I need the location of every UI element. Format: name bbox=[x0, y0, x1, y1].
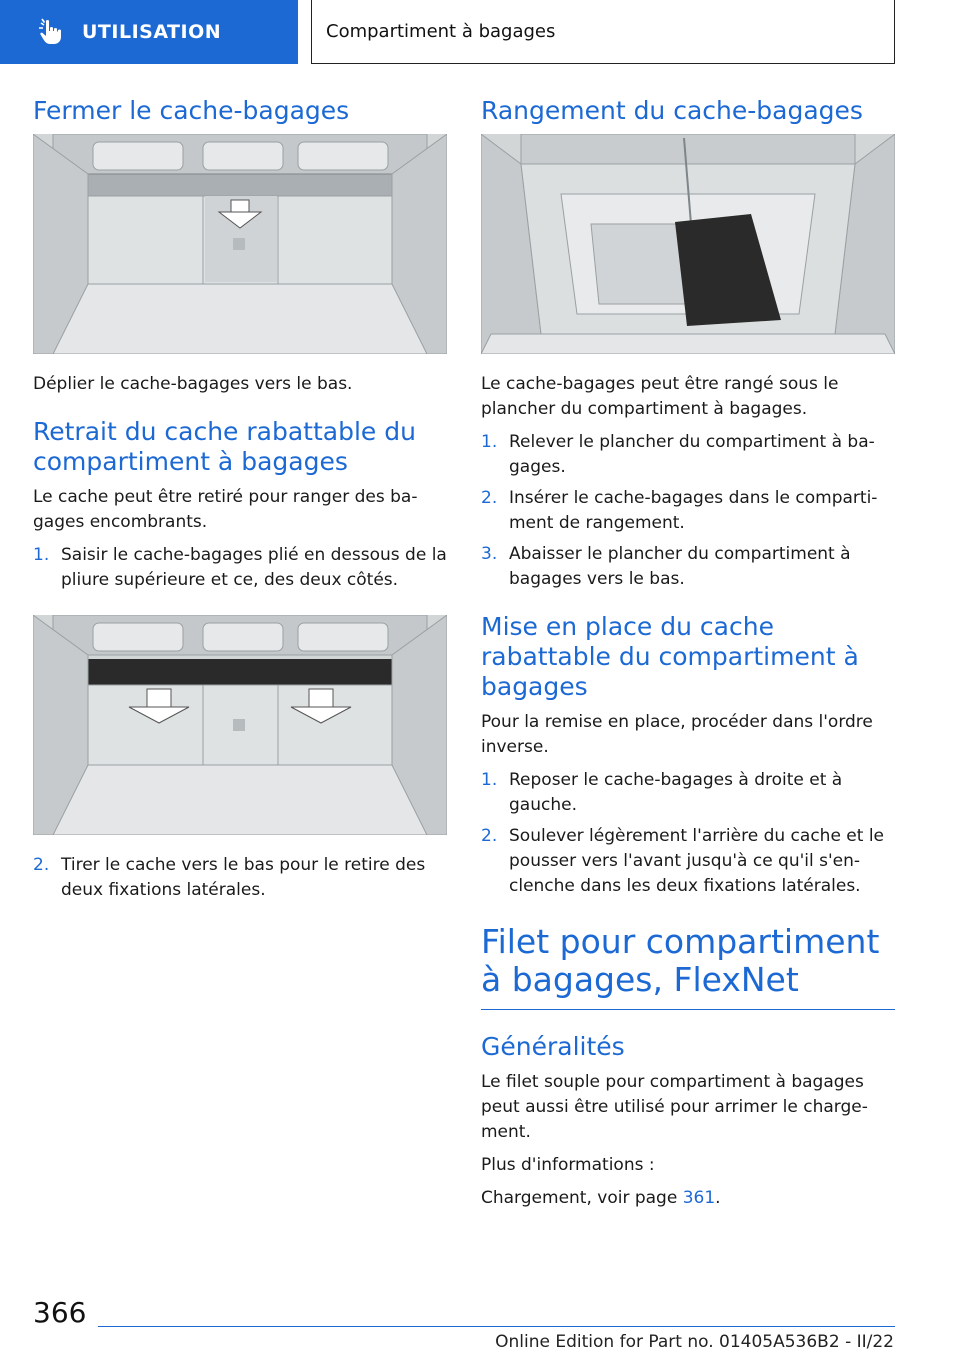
paragraph-close-cover: Déplier le cache-bagages vers le bas. bbox=[33, 374, 353, 394]
step-number: 1. bbox=[481, 432, 498, 452]
step-text: Saisir le cache-bagages plié en dessous de la pliure supérieure et ce, des deux côtés. bbox=[61, 545, 447, 590]
step-number: 2. bbox=[481, 488, 498, 508]
list-item bbox=[481, 486, 895, 536]
left-column bbox=[33, 96, 447, 911]
install-steps bbox=[481, 768, 895, 899]
list-item bbox=[33, 543, 447, 593]
list-item bbox=[481, 768, 895, 818]
list-item bbox=[481, 542, 895, 592]
paragraph-storage: Le cache-bagages peut être rangé sous le plancher du compartiment à bagages. bbox=[481, 374, 839, 419]
figure-cover-storage bbox=[481, 134, 895, 354]
breadcrumb bbox=[311, 0, 895, 64]
remove-steps-continued bbox=[33, 853, 447, 903]
storage-steps bbox=[481, 430, 895, 592]
step-text: Tirer le cache vers le bas pour le retire des deux fixations latérales. bbox=[61, 855, 426, 900]
list-item bbox=[481, 824, 895, 899]
paragraph-reference bbox=[481, 1186, 895, 1211]
heading-install: Mise en place du cache rabattable du compartiment à bagages bbox=[481, 612, 859, 701]
hand-pointer-icon bbox=[36, 17, 66, 47]
step-text: Relever le plancher du compartiment à ba-gages. bbox=[509, 432, 875, 477]
paragraph-more-info: Plus d'informations : bbox=[481, 1155, 655, 1175]
reference-suffix: . bbox=[715, 1188, 721, 1208]
heading-remove-cover: Retrait du cache rabattable du compartiment à bagages bbox=[33, 417, 416, 476]
paragraph-general: Le filet souple pour compartiment à bagages peut aussi être utilisé pour arrimer le charge-ment. bbox=[481, 1072, 868, 1142]
page-link[interactable]: 361 bbox=[682, 1188, 716, 1208]
breadcrumb-text: Compartiment à bagages bbox=[326, 21, 556, 42]
figure-cover-closed bbox=[33, 134, 447, 354]
list-item bbox=[33, 853, 447, 903]
remove-steps bbox=[33, 543, 447, 593]
step-text: Abaisser le plancher du compartiment à bagages vers le bas. bbox=[509, 544, 851, 589]
step-text: Reposer le cache-bagages à droite et à gauche. bbox=[509, 770, 843, 815]
step-number: 1. bbox=[33, 545, 50, 565]
heading-storage: Rangement du cache-bagages bbox=[481, 96, 863, 125]
step-text: Soulever légèrement l'arrière du cache et le pousser vers l'avant jusqu'à ce qu'il s'en-clenche dans les deux fixations latérales. bbox=[509, 826, 885, 896]
paragraph-remove-cover: Le cache peut être retiré pour ranger des ba-gages encombrants. bbox=[33, 487, 418, 532]
step-number: 3. bbox=[481, 544, 498, 564]
section-title: UTILISATION bbox=[82, 21, 222, 43]
heading-general: Généralités bbox=[481, 1032, 625, 1061]
figure-cover-remove bbox=[33, 615, 447, 835]
paragraph-install: Pour la remise en place, procéder dans l'ordre inverse. bbox=[481, 712, 873, 757]
list-item bbox=[481, 430, 895, 480]
reference-text: Chargement, voir page bbox=[481, 1188, 683, 1208]
footer-divider bbox=[98, 1326, 895, 1327]
step-text: Insérer le cache-bagages dans le comparti-ment de rangement. bbox=[509, 488, 878, 533]
section-tab[interactable] bbox=[0, 0, 298, 64]
step-number: 2. bbox=[481, 826, 498, 846]
heading-close-cover: Fermer le cache-bagages bbox=[33, 96, 350, 125]
page-number: 366 bbox=[33, 1296, 87, 1329]
step-number: 2. bbox=[33, 855, 50, 875]
footer-edition: Online Edition for Part no. 01405A536B2 - II/22 bbox=[495, 1332, 894, 1352]
step-number: 1. bbox=[481, 770, 498, 790]
right-column bbox=[481, 96, 895, 1219]
chapter-heading-flexnet: Filet pour compartiment à bagages, FlexNet bbox=[481, 923, 895, 1010]
